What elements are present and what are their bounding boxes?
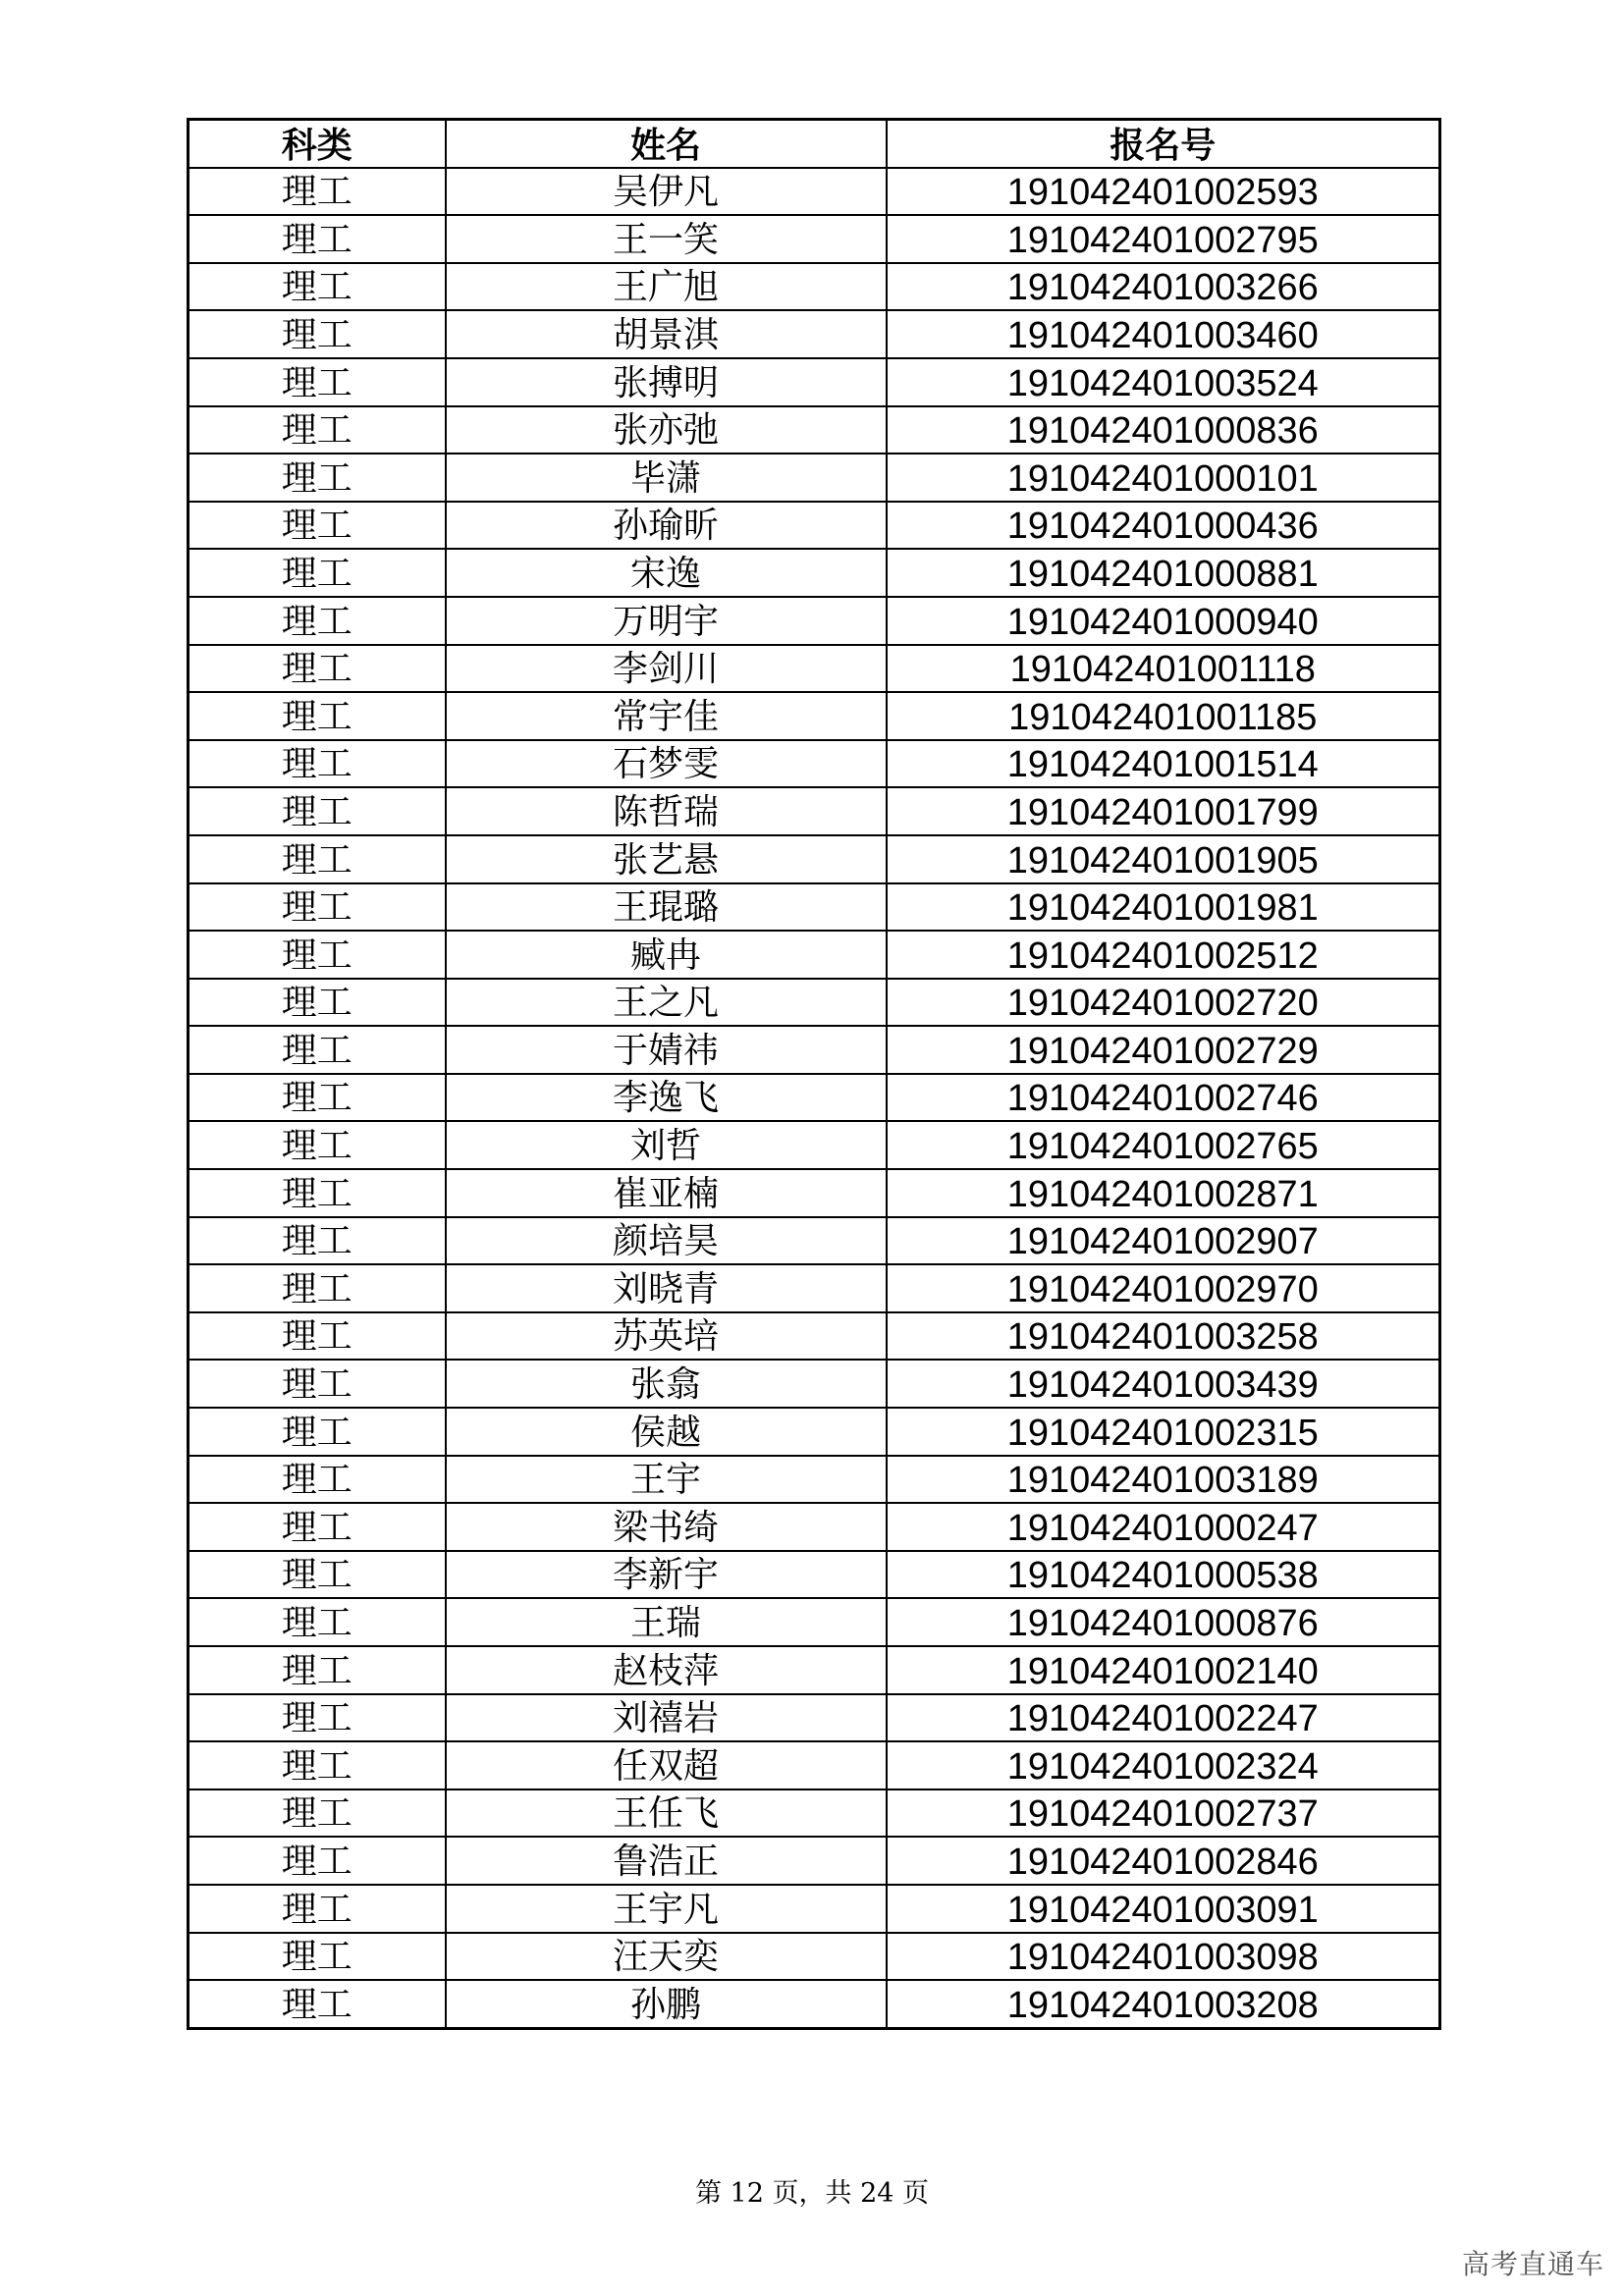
category-cell: 理工 <box>189 406 446 454</box>
registration-number-cell: 191042401000101 <box>887 454 1440 502</box>
name-cell: 王琨璐 <box>446 883 887 932</box>
table-row <box>189 931 1440 979</box>
category-cell: 理工 <box>189 1121 446 1169</box>
name-cell: 王广旭 <box>446 263 887 311</box>
table-row <box>189 1408 1440 1456</box>
registration-number-cell: 191042401002871 <box>887 1169 1440 1217</box>
registration-number-cell: 191042401003091 <box>887 1885 1440 1933</box>
category-cell: 理工 <box>189 263 446 311</box>
header-category: 科类 <box>189 120 446 168</box>
table-row <box>189 1169 1440 1217</box>
name-cell: 李新宇 <box>446 1551 887 1599</box>
table-row <box>189 645 1440 693</box>
name-cell: 王宇凡 <box>446 1885 887 1933</box>
registration-number-cell: 191042401003098 <box>887 1933 1440 1981</box>
table-row <box>189 787 1440 835</box>
table-row <box>189 1837 1440 1885</box>
registration-number-cell: 191042401001118 <box>887 645 1440 693</box>
name-cell: 王瑞 <box>446 1598 887 1646</box>
category-cell: 理工 <box>189 597 446 645</box>
registration-number-cell: 191042401001799 <box>887 787 1440 835</box>
registration-number-cell: 191042401000940 <box>887 597 1440 645</box>
registration-number-cell: 191042401003439 <box>887 1360 1440 1408</box>
category-cell: 理工 <box>189 1933 446 1981</box>
header-registration-number: 报名号 <box>887 120 1440 168</box>
name-cell: 毕潇 <box>446 454 887 502</box>
name-cell: 苏英培 <box>446 1312 887 1361</box>
name-cell: 万明宇 <box>446 597 887 645</box>
category-cell: 理工 <box>189 168 446 216</box>
category-cell: 理工 <box>189 1217 446 1265</box>
category-cell: 理工 <box>189 1503 446 1551</box>
category-cell: 理工 <box>189 1026 446 1074</box>
table-body <box>189 168 1440 2029</box>
table-row <box>189 1933 1440 1981</box>
category-cell: 理工 <box>189 1598 446 1646</box>
name-cell: 于婧祎 <box>446 1026 887 1074</box>
name-cell: 王一笑 <box>446 215 887 263</box>
name-cell: 张艺悬 <box>446 835 887 883</box>
table-row <box>189 597 1440 645</box>
category-cell: 理工 <box>189 1741 446 1789</box>
table-row <box>189 740 1440 788</box>
name-cell: 刘哲 <box>446 1121 887 1169</box>
registration-number-cell: 191042401002795 <box>887 215 1440 263</box>
name-cell: 任双超 <box>446 1741 887 1789</box>
table-row <box>189 1694 1440 1742</box>
category-cell: 理工 <box>189 454 446 502</box>
registration-number-cell: 191042401001981 <box>887 883 1440 932</box>
category-cell: 理工 <box>189 502 446 550</box>
category-cell: 理工 <box>189 1789 446 1838</box>
table-row <box>189 1598 1440 1646</box>
registration-number-cell: 191042401003208 <box>887 1980 1440 2028</box>
category-cell: 理工 <box>189 979 446 1027</box>
table-row <box>189 215 1440 263</box>
table-row <box>189 168 1440 216</box>
table-row <box>189 454 1440 502</box>
table-row <box>189 358 1440 406</box>
category-cell: 理工 <box>189 787 446 835</box>
category-cell: 理工 <box>189 1074 446 1122</box>
category-cell: 理工 <box>189 1360 446 1408</box>
category-cell: 理工 <box>189 1264 446 1312</box>
table-row <box>189 979 1440 1027</box>
name-cell: 王宇 <box>446 1456 887 1504</box>
table-row <box>189 1026 1440 1074</box>
registration-number-cell: 191042401001905 <box>887 835 1440 883</box>
category-cell: 理工 <box>189 931 446 979</box>
name-cell: 张亦弛 <box>446 406 887 454</box>
category-cell: 理工 <box>189 1885 446 1933</box>
table-row <box>189 1264 1440 1312</box>
category-cell: 理工 <box>189 740 446 788</box>
name-cell: 汪天奕 <box>446 1933 887 1981</box>
name-cell: 常宇佳 <box>446 692 887 740</box>
registration-number-cell: 191042401003524 <box>887 358 1440 406</box>
table-header-row <box>189 120 1440 168</box>
registration-number-cell: 191042401002593 <box>887 168 1440 216</box>
category-cell: 理工 <box>189 645 446 693</box>
name-cell: 赵枝萍 <box>446 1646 887 1694</box>
name-cell: 石梦雯 <box>446 740 887 788</box>
name-cell: 李逸飞 <box>446 1074 887 1122</box>
category-cell: 理工 <box>189 1551 446 1599</box>
registration-number-cell: 191042401000881 <box>887 549 1440 597</box>
table-row <box>189 549 1440 597</box>
category-cell: 理工 <box>189 835 446 883</box>
table-row <box>189 263 1440 311</box>
registration-number-cell: 191042401003460 <box>887 310 1440 358</box>
registration-number-cell: 191042401000247 <box>887 1503 1440 1551</box>
registration-number-cell: 191042401002729 <box>887 1026 1440 1074</box>
category-cell: 理工 <box>189 1312 446 1361</box>
registration-number-cell: 191042401003189 <box>887 1456 1440 1504</box>
registration-number-cell: 191042401002846 <box>887 1837 1440 1885</box>
table-row <box>189 406 1440 454</box>
table-row <box>189 835 1440 883</box>
category-cell: 理工 <box>189 1169 446 1217</box>
table-row <box>189 1121 1440 1169</box>
name-cell: 梁书绮 <box>446 1503 887 1551</box>
table-row <box>189 883 1440 932</box>
registration-number-cell: 191042401000538 <box>887 1551 1440 1599</box>
category-cell: 理工 <box>189 215 446 263</box>
table-row <box>189 1885 1440 1933</box>
name-cell: 王任飞 <box>446 1789 887 1838</box>
name-cell: 颜培昊 <box>446 1217 887 1265</box>
name-cell: 李剑川 <box>446 645 887 693</box>
category-cell: 理工 <box>189 1694 446 1742</box>
name-cell: 王之凡 <box>446 979 887 1027</box>
name-cell: 吴伊凡 <box>446 168 887 216</box>
registration-number-cell: 191042401002737 <box>887 1789 1440 1838</box>
table-row <box>189 1312 1440 1361</box>
category-cell: 理工 <box>189 692 446 740</box>
category-cell: 理工 <box>189 1837 446 1885</box>
name-cell: 鲁浩正 <box>446 1837 887 1885</box>
category-cell: 理工 <box>189 1408 446 1456</box>
name-cell: 孙鹏 <box>446 1980 887 2028</box>
admission-list-table <box>187 118 1441 2030</box>
registration-number-cell: 191042401003258 <box>887 1312 1440 1361</box>
category-cell: 理工 <box>189 310 446 358</box>
registration-number-cell: 191042401002746 <box>887 1074 1440 1122</box>
table-row <box>189 1789 1440 1838</box>
name-cell: 陈哲瑞 <box>446 787 887 835</box>
table-row <box>189 1360 1440 1408</box>
name-cell: 刘禧岩 <box>446 1694 887 1742</box>
registration-number-cell: 191042401003266 <box>887 263 1440 311</box>
name-cell: 侯越 <box>446 1408 887 1456</box>
category-cell: 理工 <box>189 1646 446 1694</box>
name-cell: 刘晓青 <box>446 1264 887 1312</box>
header-name: 姓名 <box>446 120 887 168</box>
category-cell: 理工 <box>189 358 446 406</box>
registration-number-cell: 191042401001514 <box>887 740 1440 788</box>
table-row <box>189 1646 1440 1694</box>
registration-number-cell: 191042401000876 <box>887 1598 1440 1646</box>
table-row <box>189 1980 1440 2028</box>
table-row <box>189 310 1440 358</box>
registration-number-cell: 191042401002140 <box>887 1646 1440 1694</box>
watermark: 高考直通车 <box>1461 2248 1604 2280</box>
registration-number-cell: 191042401002907 <box>887 1217 1440 1265</box>
table-row <box>189 1456 1440 1504</box>
name-cell: 张搏明 <box>446 358 887 406</box>
category-cell: 理工 <box>189 883 446 932</box>
table-row <box>189 1741 1440 1789</box>
registration-number-cell: 191042401002324 <box>887 1741 1440 1789</box>
table-row <box>189 502 1440 550</box>
page-number: 第 12 页，共 24 页 <box>694 2178 930 2209</box>
registration-number-cell: 191042401002765 <box>887 1121 1440 1169</box>
registration-number-cell: 191042401002720 <box>887 979 1440 1027</box>
table-row <box>189 1551 1440 1599</box>
table-row <box>189 692 1440 740</box>
category-cell: 理工 <box>189 549 446 597</box>
registration-number-cell: 191042401001185 <box>887 692 1440 740</box>
name-cell: 胡景淇 <box>446 310 887 358</box>
name-cell: 臧冉 <box>446 931 887 979</box>
registration-number-cell: 191042401000436 <box>887 502 1440 550</box>
name-cell: 张翕 <box>446 1360 887 1408</box>
name-cell: 宋逸 <box>446 549 887 597</box>
registration-number-cell: 191042401002970 <box>887 1264 1440 1312</box>
name-cell: 崔亚楠 <box>446 1169 887 1217</box>
name-cell: 孙瑜昕 <box>446 502 887 550</box>
category-cell: 理工 <box>189 1456 446 1504</box>
table-row <box>189 1074 1440 1122</box>
category-cell: 理工 <box>189 1980 446 2028</box>
table-row <box>189 1503 1440 1551</box>
table-row <box>189 1217 1440 1265</box>
registration-number-cell: 191042401002247 <box>887 1694 1440 1742</box>
registration-number-cell: 191042401002512 <box>887 931 1440 979</box>
registration-number-cell: 191042401002315 <box>887 1408 1440 1456</box>
registration-number-cell: 191042401000836 <box>887 406 1440 454</box>
